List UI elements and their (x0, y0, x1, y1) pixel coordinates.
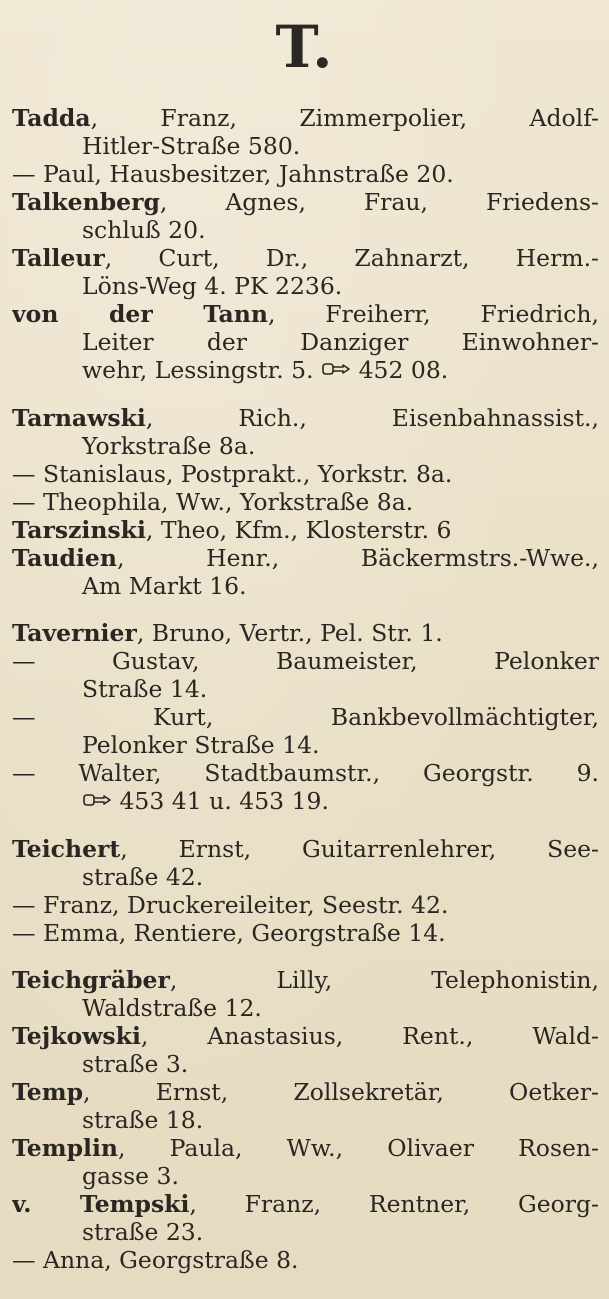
entry-text: Leiter der Danziger Einwohner- (82, 328, 599, 356)
entry-continuation-line (12, 432, 599, 460)
directory-entry (12, 300, 599, 385)
entry-text: , Paula, Ww., Olivaer Rosen- (117, 1134, 599, 1162)
directory-entry (12, 1246, 599, 1274)
directory-entry (12, 703, 599, 759)
entry-line (12, 647, 599, 675)
surname: von der Tann (12, 300, 268, 328)
entry-text: — Stanislaus, Postprakt., Yorkstr. 8a. (12, 460, 453, 488)
entry-continuation-line (12, 787, 599, 816)
entry-text: Yorkstraße 8a. (82, 432, 256, 460)
directory-entry (12, 488, 599, 516)
entry-line (12, 619, 599, 647)
surname: Teichgräber (12, 966, 170, 994)
entry-line (12, 488, 599, 516)
directory-entry (12, 835, 599, 891)
entry-line (12, 1190, 599, 1218)
entry-line (12, 404, 599, 432)
entry-text: — Gustav, Baumeister, Pelonker (12, 647, 599, 675)
entry-text: , Freiherr, Friedrich, (267, 300, 599, 328)
entry-text: , Curt, Dr., Zahnarzt, Herm.- (104, 244, 599, 272)
entry-text: — Anna, Georgstraße 8. (12, 1246, 299, 1274)
entry-continuation-line (12, 1162, 599, 1190)
entry-text: Waldstraße 12. (82, 994, 262, 1022)
entry-text: — Kurt, Bankbevollmächtigter, (12, 703, 599, 731)
surname: Templin (12, 1134, 118, 1162)
directory-entry (12, 244, 599, 300)
group-spacer (12, 385, 599, 404)
phone-number: 453 41 u. 453 19. (119, 787, 329, 815)
entry-continuation-line (12, 863, 599, 891)
entry-continuation-line (12, 731, 599, 759)
surname: Taudien (12, 544, 117, 572)
entry-line (12, 460, 599, 488)
directory-entry (12, 1134, 599, 1190)
entry-text: , Bruno, Vertr., Pel. Str. 1. (136, 619, 443, 647)
entry-text: , Theo, Kfm., Klosterstr. 6 (145, 516, 452, 544)
entry-text: , Rich., Eisenbahnassist., (145, 404, 599, 432)
directory-entry (12, 891, 599, 919)
directory-entry (12, 966, 599, 1022)
entry-text: , Agnes, Frau, Friedens- (159, 188, 599, 216)
entry-continuation-line (12, 328, 599, 356)
directory-entry (12, 1190, 599, 1246)
directory-entry (12, 1022, 599, 1078)
directory-entry (12, 544, 599, 600)
directory-entry (12, 619, 599, 647)
entry-text: , Henr., Bäckermstrs.-Wwe., (116, 544, 599, 572)
entry-text: Löns-Weg 4. PK 2236. (82, 272, 343, 300)
entry-line (12, 1246, 599, 1274)
directory-entry (12, 188, 599, 244)
entry-line (12, 1134, 599, 1162)
entry-line (12, 244, 599, 272)
surname: Tejkowski (12, 1022, 141, 1050)
entry-text: Hitler-Straße 580. (82, 132, 301, 160)
surname: Talkenberg (12, 188, 160, 216)
entry-text: wehr, Lessingstr. 5. (82, 356, 314, 384)
entry-line (12, 516, 599, 544)
entry-text: Am Markt 16. (82, 572, 247, 600)
surname: Tarnawski (12, 404, 146, 432)
entry-text: Pelonker Straße 14. (82, 731, 320, 759)
entry-line (12, 188, 599, 216)
surname: Temp (12, 1078, 84, 1106)
telephone-hand-icon (321, 357, 351, 385)
entry-continuation-line (12, 1050, 599, 1078)
entry-line (12, 919, 599, 947)
entry-line (12, 160, 599, 188)
entry-text: straße 23. (82, 1218, 204, 1246)
directory-entry (12, 1078, 599, 1134)
surname: Tarszinski (12, 516, 146, 544)
entry-text: — Franz, Druckereileiter, Seestr. 42. (12, 891, 449, 919)
entry-text: straße 18. (82, 1106, 204, 1134)
entry-line (12, 300, 599, 328)
phone-number: 452 08. (358, 356, 449, 384)
directory-entry (12, 516, 599, 544)
entry-continuation-line (12, 572, 599, 600)
surname: Tadda (12, 104, 91, 132)
directory-entry (12, 919, 599, 947)
entry-line (12, 1078, 599, 1106)
entry-line (12, 544, 599, 572)
surname: Talleur (12, 244, 105, 272)
entry-text: schluß 20. (82, 216, 206, 244)
entry-line (12, 759, 599, 787)
entry-continuation-line (12, 675, 599, 703)
entry-text: Straße 14. (82, 675, 208, 703)
entry-text: straße 42. (82, 863, 204, 891)
surname: v. Tempski (12, 1190, 190, 1218)
entry-line (12, 1022, 599, 1050)
directory-entry (12, 104, 599, 160)
directory-entry (12, 759, 599, 816)
entry-text: , Anastasius, Rent., Wald- (140, 1022, 599, 1050)
entry-text: — Paul, Hausbesitzer, Jahnstraße 20. (12, 160, 454, 188)
entry-text: gasse 3. (82, 1162, 179, 1190)
entry-text: straße 3. (82, 1050, 189, 1078)
surname: Tavernier (12, 619, 137, 647)
entry-text: — Walter, Stadtbaumstr., Georgstr. 9. (12, 759, 599, 787)
directory-entry (12, 460, 599, 488)
entry-continuation-line (12, 356, 599, 385)
entry-continuation-line (12, 1218, 599, 1246)
entry-text: — Theophila, Ww., Yorkstraße 8a. (12, 488, 414, 516)
entry-text: , Ernst, Zollsekretär, Oetker- (83, 1078, 599, 1106)
entry-continuation-line (12, 994, 599, 1022)
entry-continuation-line (12, 1106, 599, 1134)
section-letter-heading: T. (275, 13, 334, 81)
group-spacer (12, 947, 599, 966)
entry-line (12, 966, 599, 994)
entry-line (12, 835, 599, 863)
entry-text: , Ernst, Guitarrenlehrer, See- (120, 835, 599, 863)
entry-line (12, 891, 599, 919)
directory-entry (12, 160, 599, 188)
entry-continuation-line (12, 216, 599, 244)
directory-entries (12, 104, 599, 1274)
entry-text: — Emma, Rentiere, Georgstraße 14. (12, 919, 446, 947)
entry-text: , Lilly, Telephonistin, (169, 966, 599, 994)
entry-line (12, 703, 599, 731)
telephone-hand-icon (82, 788, 112, 816)
surname: Teichert (12, 835, 121, 863)
group-spacer (12, 600, 599, 619)
entry-text: , Franz, Zimmerpolier, Adolf- (90, 104, 599, 132)
entry-text: , Franz, Rentner, Georg- (189, 1190, 599, 1218)
group-spacer (12, 816, 599, 835)
directory-entry (12, 647, 599, 703)
entry-line (12, 104, 599, 132)
entry-continuation-line (12, 132, 599, 160)
directory-entry (12, 404, 599, 460)
entry-continuation-line (12, 272, 599, 300)
